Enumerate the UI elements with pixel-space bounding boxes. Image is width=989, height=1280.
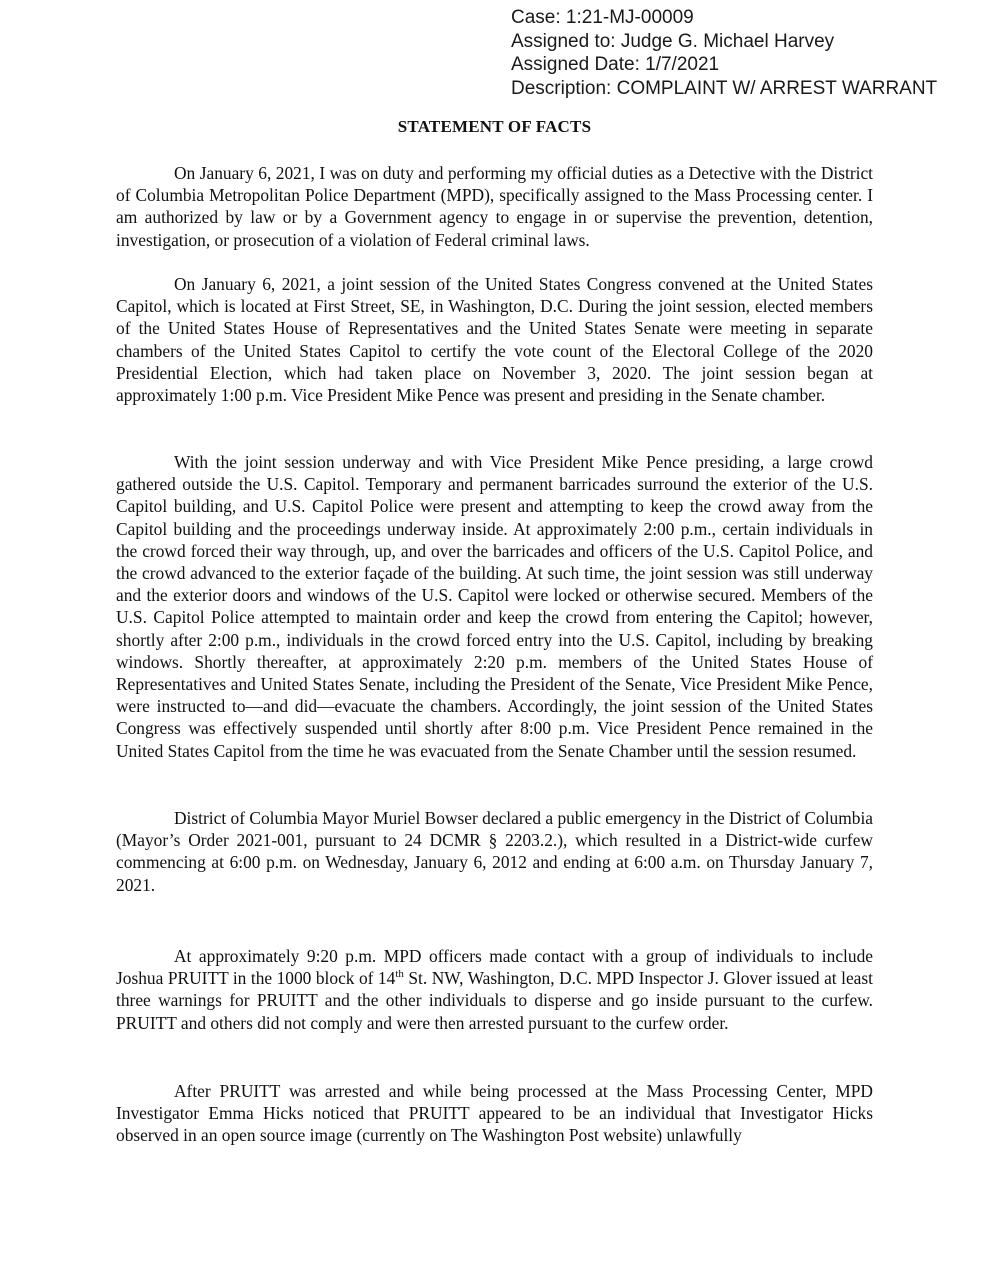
ordinal-suffix: th [395, 968, 404, 981]
paragraph-capitol-breach: With the joint session underway and with Vice President Mike Pence presiding, a large crowd gathered outside the U.S. Capitol. Temporary and permanent barricades surround the exterior of the U.S. Capitol building, and U.S. Capitol Police were present and attempting to keep the crowd away from the Capitol building and the proceedings underway inside. At approximately 2:00 p.m., certain individuals in the crowd forced their way through, up, and over the barricades and officers of the U.S. Capitol Police, and the crowd advanced to the exterior façade of the building. At such time, the joint session was still underway and the exterior doors and windows of the U.S. Capitol were locked or otherwise secured. Members of the U.S. Capitol Police attempted to maintain order and keep the crowd from entering the Capitol; however, shortly after 2:00 p.m., individuals in the crowd forced entry into the U.S. Capitol, including by breaking windows. Shortly thereafter, at approximately 2:20 p.m. members of the United States House of Representatives and United States Senate, including the President of the Senate, Vice President Mike Pence, were instructed to—and did—evacuate the chambers. Accordingly, the joint session of the United States Congress was effectively suspended until shortly after 8:00 p.m. Vice President Pence remained in the United States Capitol from the time he was evacuated from the Senate Chamber until the session resumed. [116, 452, 873, 761]
case-number: Case: 1:21-MJ-00009 [511, 7, 694, 28]
arrest-text-part-1: At approximately 9:20 p.m. MPD officers made contact with a group of individuals to include Joshua PRUITT in the 1000 block of 14 [116, 946, 873, 989]
paragraph-joint-session: On January 6, 2021, a joint session of the United States Congress convened at the United States Capitol, which is located at First Street, SE, in Washington, D.C. During the joint session, elected members of the United States House of Representatives and the United States Senate were meeting in separate chambers of the United States Capitol to certify the vote count of the Electoral College of the 2020 Presidential Election, which had taken place on November 3, 2020. The joint session began at approximately 1:00 p.m. Vice President Mike Pence was present and presiding in the Senate chamber. [116, 274, 873, 406]
arrest-text-part-2: St. NW, Washington, D.C. MPD Inspector J. Glover issued at least three warnings for PRUITT and the other individuals to disperse and go inside pursuant to the curfew. PRUITT and others did not comply and were then arrested pursuant to the curfew order. [116, 968, 873, 1033]
document-title: STATEMENT OF FACTS [397, 117, 592, 136]
case-description: Description: COMPLAINT W/ ARREST WARRANT [511, 77, 938, 99]
paragraph-arrest [116, 945, 873, 1034]
paragraph-duty-statement: On January 6, 2021, I was on duty and performing my official duties as a Detective with the District of Columbia Metropolitan Police Department (MPD), specifically assigned to the Mass Processing center. I am authorized by law or by a Government agency to engage in or supervise the prevention, detention, investigation, or prosecution of a violation of Federal criminal laws. [116, 163, 873, 250]
case-stamp [511, 6, 937, 100]
assigned-date: Assigned Date: 1/7/2021 [511, 54, 720, 75]
paragraph-identification: After PRUITT was arrested and while being processed at the Mass Processing Center, MPD Investigator Emma Hicks noticed that PRUITT appeared to be an individual that Investigator Hicks observed in an open source image (currently on The Washington Post website) unlawfully [116, 1081, 873, 1146]
assigned-judge: Assigned to: Judge G. Michael Harvey [511, 30, 835, 52]
paragraph-curfew-order: District of Columbia Mayor Muriel Bowser declared a public emergency in the District of Columbia (Mayor’s Order 2021-001, pursuant to 24 DCMR § 2203.2.), which resulted in a District-wide curfew commencing at 6:00 p.m. on Wednesday, January 6, 2012 and ending at 6:00 a.m. on Thursday January 7, 2021. [116, 808, 873, 895]
